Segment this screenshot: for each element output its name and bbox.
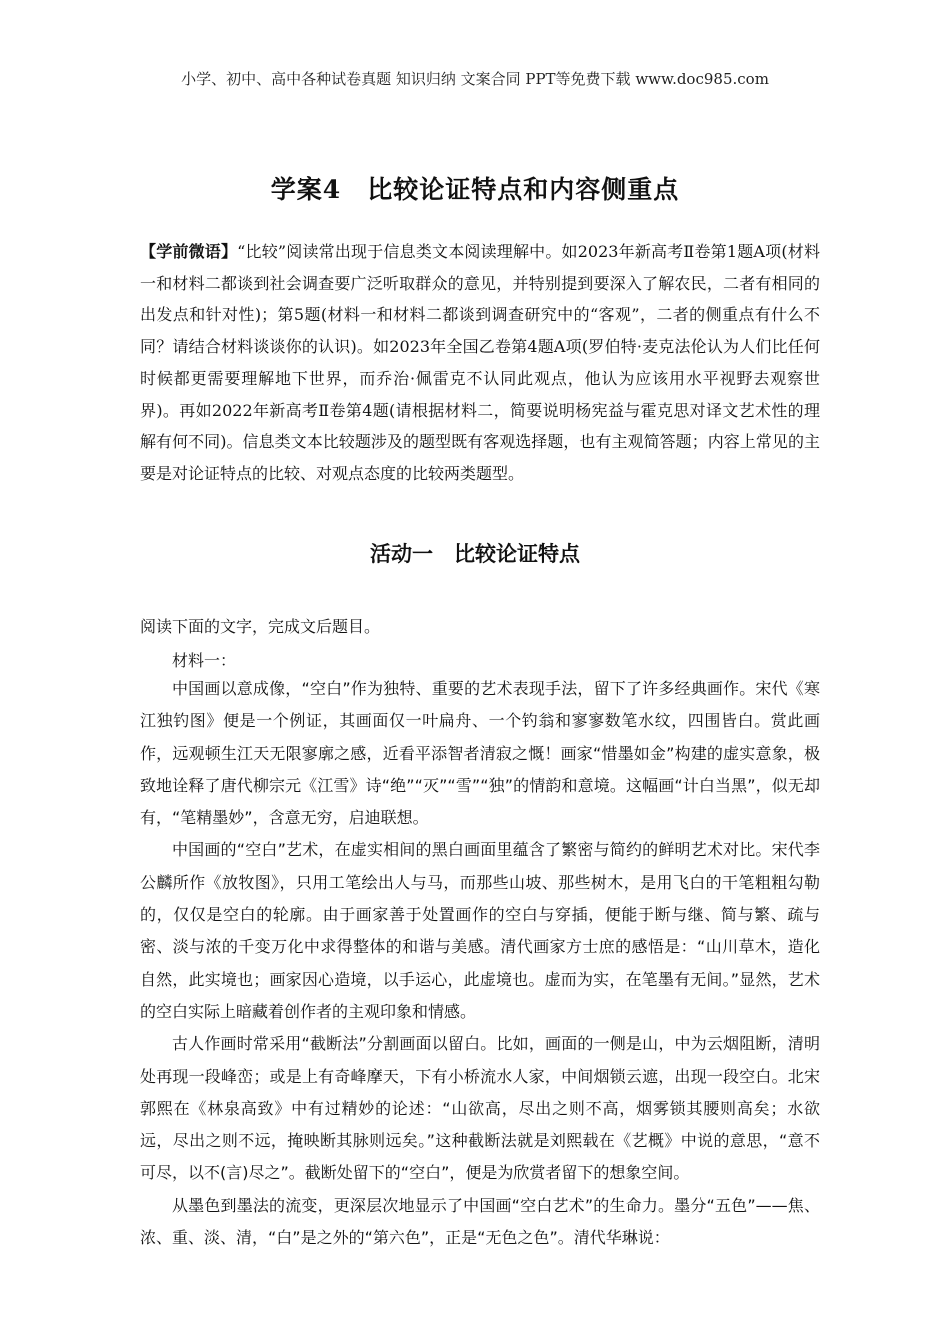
article-paragraph: 中国画的“空白”艺术，在虚实相间的黑白画面里蕴含了繁密与简约的鲜明艺术对比。宋代李公麟所作《放牧图》，只用工笔绘出人与马，而那些山坡、那些树木，是用飞白的干笔粗粗勾勒的，仅仅是空白的轮廓。由于画家善于处置画作的空白与穿插，便能于断与继、简与繁、疏与密、淡与浓的千变万化中求得整体的和谐与美感。清代画家方士庶的感悟是：“山川草木，造化自然，此实境也；画家因心造境，以手运心，此虚境也。虚而为实，在笔墨有无间。”显然，艺术的空白实际上暗藏着创作者的主观印象和情感。 xyxy=(140,840,820,1021)
article-paragraph: 从墨色到墨法的流变，更深层次地显示了中国画“空白艺术”的生命力。墨分“五色”——焦、浓、重、淡、清，“白”是之外的“第六色”，正是“无色之色”。清代华琳说： xyxy=(140,1195,820,1248)
intro-tag: 【学前微语】 xyxy=(140,242,238,261)
material-label: 材料一： xyxy=(172,651,237,670)
intro-section xyxy=(140,236,820,490)
page-header: 小学、初中、高中各种试卷真题 知识归纳 文案合同 PPT等免费下载 www.doc985.com xyxy=(181,70,769,88)
intro-text: “比较”阅读常出现于信息类文本阅读理解中。如2023年新高考Ⅱ卷第1题A项(材料一和材料二都谈到社会调查要广泛听取群众的意见，并特别提到要深入了解农民，二者有相同的出发点和针对性)；第5题(材料一和材料二都谈到调查研究中的“客观”，二者的侧重点有什么不同？请结合材料谈谈你的认识)。如2023年全国乙卷第4题A项(罗伯特·麦克法伦认为人们比任何时候都更需要理解地下世界，而乔治·佩雷克不认同此观点，他认为应该用水平视野去观察世界)。再如2022年新高考Ⅱ卷第4题(请根据材料二，简要说明杨宪益与霍克思对译文艺术性的理解有何不同)。信息类文本比较题涉及的题型既有客观选择题，也有主观简答题；内容上常见的主要是对论证特点的比较、对观点态度的比较两类题型。 xyxy=(140,242,820,483)
article-paragraph: 古人作画时常采用“截断法”分割画面以留白。比如，画面的一侧是山，中为云烟阻断，清明处再现一段峰峦；或是上有奇峰摩天，下有小桥流水人家，中间烟锁云遮，出现一段空白。北宋郭熙在《林泉高致》中有过精妙的论述：“山欲高，尽出之则不高，烟雾锁其腰则高矣；水欲远，尽出之则不远，掩映断其脉则远矣。”这种截断法就是刘熙载在《艺概》中说的意思，“意不可尽，以不(言)尽之”。截断处留下的“空白”，便是为欣赏者留下的想象空间。 xyxy=(140,1034,820,1183)
page-title: 学案4 比较论证特点和内容侧重点 xyxy=(270,175,680,204)
article-paragraph: 中国画以意成像，“空白”作为独特、重要的艺术表现手法，留下了许多经典画作。宋代《寒江独钓图》便是一个例证，其画面仅一叶扁舟、一个钓翁和寥寥数笔水纹，四围皆白。赏此画作，远观顿生江天无限寥廓之感，近看平添智者清寂之慨！画家“惜墨如金”构建的虚实意象，极致地诠释了唐代柳宗元《江雪》诗“绝”“灭”“雪”“独”的情韵和意境。这幅画“计白当黑”，似无却有，“笔精墨妙”，含意无穷，启迪联想。 xyxy=(140,679,820,828)
instruction-text: 阅读下面的文字，完成文后题目。 xyxy=(140,617,381,636)
material-article xyxy=(140,673,820,1254)
activity-title: 活动一 比较论证特点 xyxy=(370,541,580,566)
